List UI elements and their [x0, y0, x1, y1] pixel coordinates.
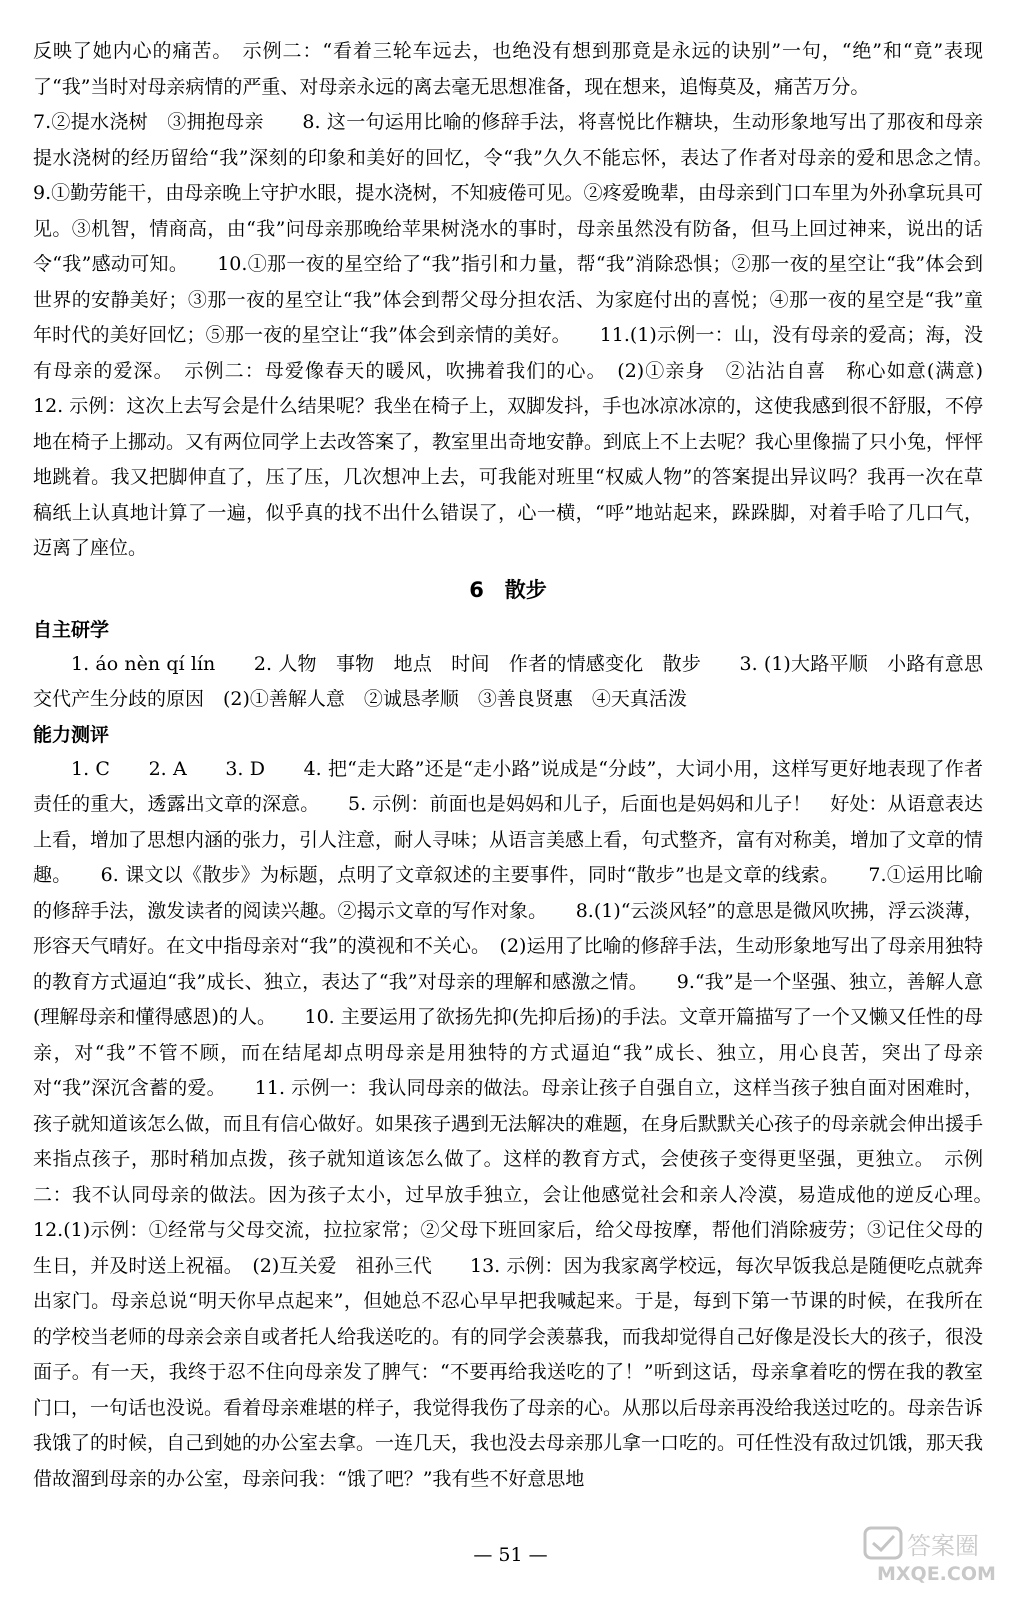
assessment-heading: 能力测评	[33, 723, 110, 746]
answer-paragraph-continuation: 反映了她内心的痛苦。 示例二：“看着三轮车远去，也绝没有想到那竟是永远的诀别”一句，“绝”和“竟”表现了“我”当时对母亲病情的严重、对母亲永远的离去毫无思想准备，现在想来，追悔莫及，痛苦万分。	[33, 40, 983, 98]
page-number: — 51 —	[473, 1544, 548, 1566]
study-answers: 1. áo nèn qí lín 2. 人物 事物 地点 时间 作者的情感变化 散步 3. (1)大路平顺 小路有意思 交代产生分歧的原因 (2)①善解人意 ②诚恳孝顺 ③善良贤惠 ④天真活泼	[33, 652, 1003, 710]
assessment-answers: 1. C 2. A 3. D 4. 把“走大路”还是“走小路”说成是“分歧”，大词小用，这样写更好地表现了作者责任的重大，透露出文章的深意。 5. 示例：前面也是妈妈和儿子，后面也是妈妈和儿子！ 好处：从语意表达上看，增加了思想内涵的张力，引人注意，耐人寻味；从语言美感上看，句式整齐，富有对称美，增加了文章的情趣。 6. 课文以《散步》为标题，点明了文章叙述的主要事件，同时“散步”也是文章的线索。 7.①运用比喻的修辞手法，激发读者的阅读兴趣。②揭示文章的写作对象。 8.(1)“云淡风轻”的意思是微风吹拂，浮云淡薄，形容天气晴好。在文中指母亲对“我”的漠视和不关心。 (2)运用了比喻的修辞手法，生动形象地写出了母亲用独特的教育方式逼迫“我”成长、独立，表达了“我”对母亲的理解和感激之情。 9.“我”是一个坚强、独立，善解人意(理解母亲和懂得感恩)的人。 10. 主要运用了欲扬先抑(先抑后扬)的手法。文章开篇描写了一个又懒又任性的母亲，对“我”不管不顾，而在结尾却点明母亲是用独特的方式逼迫“我”成长、独立，用心良苦，突出了母亲对“我”深沉含蓄的爱。 11. 示例一：我认同母亲的做法。母亲让孩子自强自立，这样当孩子独自面对困难时，孩子就知道该怎么做，而且有信心做好。如果孩子遇到无法解决的难题，在身后默默关心孩子的母亲就会伸出援手来指点孩子，那时稍加点拨，孩子就知道该怎么做了。这样的教育方式，会使孩子变得更坚强，更独立。 示例二：我不认同母亲的做法。因为孩子太小，过早放手独立，会让他感觉社会和亲人冷漠，易造成他的逆反心理。 12.(1)示例：①经常与父母交流，拉拉家常；②父母下班回家后，给父母按摩，帮他们消除疲劳；③记住父母的生日，并及时送上祝福。 (2)互关爱 祖孙三代 13. 示例：因为我家离学校远，每次早饭我总是随便吃点就奔出家门。母亲总说“明天你早点起来”，但她总不忍心早早把我喊起来。于是，每到下第一节课的时候，在我所在的学校当老师的母亲会亲自或者托人给我送吃的。有的同学会羡慕我，而我却觉得自己好像是没长大的孩子，很没面子。有一天，我终于忍不住向母亲发了脾气：“不要再给我送吃的了！”听到这话，母亲拿着吃的愣在我的教室门口，一句话也没说。看着母亲难堪的样子，我觉得我伤了母亲的心。从那以后母亲再没给我送过吃的。母亲告诉我饿了的时候，自己到她的办公室去拿。一连几天，我也没去母亲那儿拿一口吃的。可任性没有敌过饥饿，那天我借故溜到母亲的办公室，母亲问我：“饿了吧？”我有些不好意思地	[33, 757, 1021, 1490]
watermark-text-cn: 答案圈	[907, 1532, 979, 1560]
page-content	[33, 34, 1021, 1497]
watermark-text-en: MXQE.COM	[877, 1563, 996, 1585]
study-heading: 自主研学	[33, 618, 110, 641]
watermark-logo	[863, 1524, 1003, 1586]
section-title: 6 散步	[469, 577, 547, 602]
answer-paragraph-lesson5: 7.②提水浇树 ③拥抱母亲 8. 这一句运用比喻的修辞手法，将喜悦比作糖块，生动形象地写出了那夜和母亲提水浇树的经历留给“我”深刻的印象和美好的回忆，令“我”久久不能忘怀，表达了作者对母亲的爱和思念之情。 9.①勤劳能干，由母亲晚上守护水眼，提水浇树，不知疲倦可见。②疼爱晚辈，由母亲到门口车里为外孙拿玩具可见。③机智，情商高，由“我”问母亲那晚给苹果树浇水的事时，母亲虽然没有防备，但马上回过神来，说出的话令“我”感动可知。 10.①那一夜的星空给了“我”指引和力量，帮“我”消除恐惧；②那一夜的星空让“我”体会到世界的安静美好；③那一夜的星空让“我”体会到帮父母分担农活、为家庭付出的喜悦；④那一夜的星空是“我”童年时代的美好回忆；⑤那一夜的星空让“我”体会到亲情的美好。 11.(1)示例一：山，没有母亲的爱高；海，没有母亲的爱深。 示例二：母爱像春天的暖风，吹拂着我们的心。 (2)①亲身 ②沾沾自喜 称心如意(满意) 12. 示例：这次上去写会是什么结果呢？我坐在椅子上，双脚发抖，手也冰凉冰凉的，这使我感到很不舒服，不停地在椅子上挪动。又有两位同学上去改答案了，教室里出奇地安静。到底上不上去呢？我心里像揣了只小兔，怦怦地跳着。我又把脚伸直了，压了压，几次想冲上去，可我能对班里“权威人物”的答案提出异议吗？我再一次在草稿纸上认真地计算了一遍，似乎真的找不出什么错误了，心一横，“呼”地站起来，跺跺脚，对着手哈了几口气，迈离了座位。	[33, 111, 1021, 559]
